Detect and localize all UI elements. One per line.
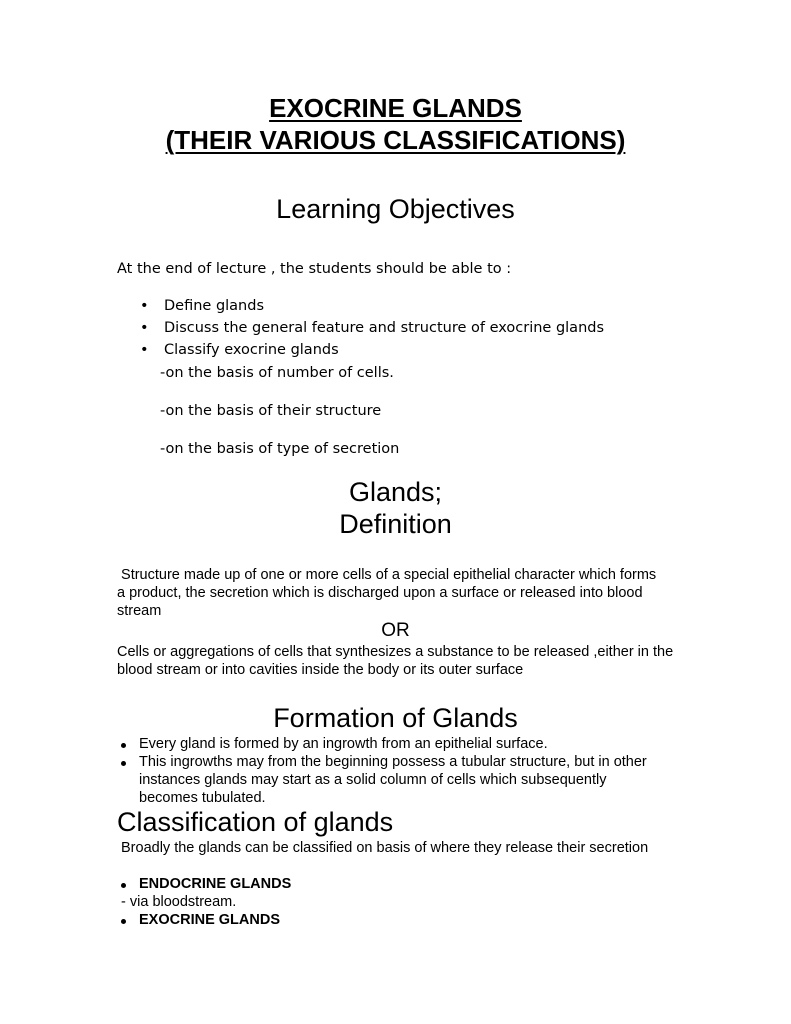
definition-heading [0, 476, 791, 540]
bullet-icon: • [140, 320, 149, 336]
formation-item-text: Every gland is formed by an ingrowth from an epithelial surface. [139, 736, 548, 752]
definition-paragraph-2: Cells or aggregations of cells that synthesizes a substance to be released ,either in the blood stream or into cavities inside the body or its outer surface [117, 644, 674, 678]
objective-sub-item: -on the basis of number of cells. [160, 365, 394, 381]
bullet-dot-icon [121, 883, 126, 888]
objective-text: Discuss the general feature and structure of exocrine glands [164, 320, 605, 336]
endocrine-list [117, 875, 291, 893]
formation-list [117, 735, 657, 807]
or-separator: OR [381, 620, 410, 641]
objective-sub-item: -on the basis of their structure [160, 403, 382, 419]
objective-item [140, 295, 604, 317]
bullet-icon: • [140, 342, 149, 358]
endocrine-item [117, 875, 291, 893]
objective-item [140, 339, 604, 361]
definition-heading-line-2: Definition [339, 509, 452, 539]
exocrine-label: EXOCRINE GLANDS [139, 912, 280, 928]
objectives-list [140, 295, 604, 361]
objective-sub-item: -on the basis of type of secretion [160, 441, 400, 457]
objective-item [140, 317, 604, 339]
exocrine-item [117, 911, 280, 929]
formation-heading: Formation of Glands [273, 703, 518, 733]
learning-objectives-heading: Learning Objectives [276, 194, 515, 224]
formation-item [117, 753, 657, 807]
bullet-icon: • [140, 298, 149, 314]
classification-heading: Classification of glands [117, 807, 394, 837]
exocrine-list [117, 911, 280, 929]
classification-intro: Broadly the glands can be classified on basis of where they release their secretion [121, 840, 649, 856]
definition-heading-line-1: Glands; [348, 477, 443, 507]
bullet-dot-icon [121, 761, 126, 766]
formation-item-text: This ingrowths may from the beginning possess a tubular structure, but in other instances glands may start as a solid column of cells which subsequently becomes tubulated. [139, 754, 647, 806]
objectives-intro: At the end of lecture , the students should be able to : [117, 261, 512, 277]
objective-text: Define glands [164, 298, 265, 314]
bullet-dot-icon [121, 919, 126, 924]
formation-item [117, 735, 657, 753]
objective-text: Classify exocrine glands [164, 342, 339, 358]
title-line-1: EXOCRINE GLANDS [269, 93, 522, 123]
endocrine-note: - via bloodstream. [117, 894, 237, 910]
definition-paragraph-1: Structure made up of one or more cells of a special epithelial character which forms a product, the secretion which is discharged upon a surface or released into blood stream [117, 567, 661, 619]
bullet-dot-icon [121, 743, 126, 748]
title-line-2: (THEIR VARIOUS CLASSIFICATIONS) [165, 125, 626, 155]
endocrine-label: ENDOCRINE GLANDS [139, 876, 292, 892]
document-title [0, 92, 791, 156]
